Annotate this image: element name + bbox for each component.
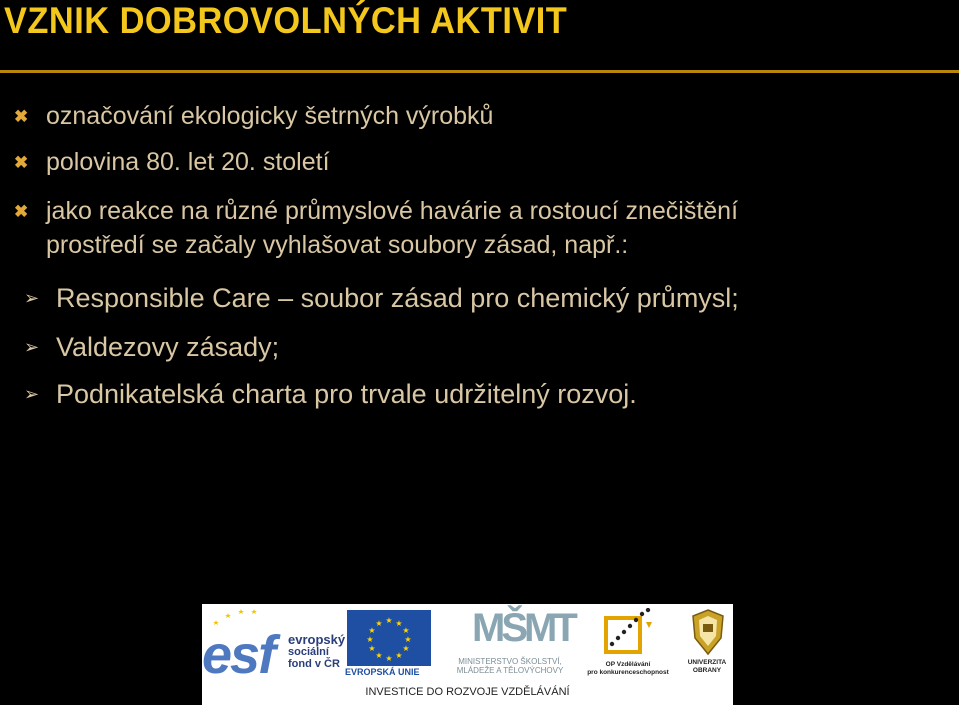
esf-label: evropský sociální fond v ČR — [288, 632, 346, 670]
eu-flag-icon — [347, 610, 431, 666]
svg-text:★: ★ — [385, 616, 393, 625]
svg-text:★: ★ — [368, 644, 376, 653]
msmt-logo: MŠMT — [472, 606, 574, 650]
svg-text:★: ★ — [404, 635, 412, 644]
cross-mark-icon: ✖ — [14, 202, 29, 221]
arrowhead-icon: ➢ — [24, 288, 40, 308]
svg-text:★: ★ — [368, 626, 376, 635]
svg-text:★: ★ — [402, 626, 410, 635]
arrowhead-icon: ➢ — [24, 337, 40, 357]
svg-text:★: ★ — [402, 644, 410, 653]
investice-caption: INVESTICE DO ROZVOJE VZDĚLÁVÁNÍ — [365, 686, 570, 698]
svg-text:★: ★ — [375, 651, 383, 660]
svg-text:★: ★ — [375, 619, 383, 628]
eu-label: EVROPSKÁ UNIE — [345, 667, 420, 677]
svg-text:★: ★ — [395, 619, 403, 628]
slide-title: VZNIK DOBROVOLNÝCH AKTIVIT — [4, 0, 568, 41]
university-crest-icon — [691, 608, 725, 656]
title-divider — [0, 70, 959, 73]
uo-label: UNIVERZITA OBRANY — [687, 659, 727, 674]
cross-mark-icon: ✖ — [14, 107, 29, 126]
funding-logo-bar — [202, 604, 733, 705]
svg-text:★: ★ — [366, 635, 374, 644]
svg-text:★: ★ — [385, 654, 393, 663]
arrowhead-icon: ➢ — [24, 384, 40, 404]
cross-mark-icon: ✖ — [14, 153, 29, 172]
svg-text:★: ★ — [395, 651, 403, 660]
op-logo-icon — [602, 608, 656, 658]
esf-mark: esf — [202, 625, 275, 685]
msmt-label: MINISTERSTVO ŠKOLSTVÍ, MLÁDEŽE A TĚLOVÝCHOVY — [456, 657, 564, 675]
op-label: OP Vzdělávání pro konkurenceschopnost — [587, 661, 669, 676]
